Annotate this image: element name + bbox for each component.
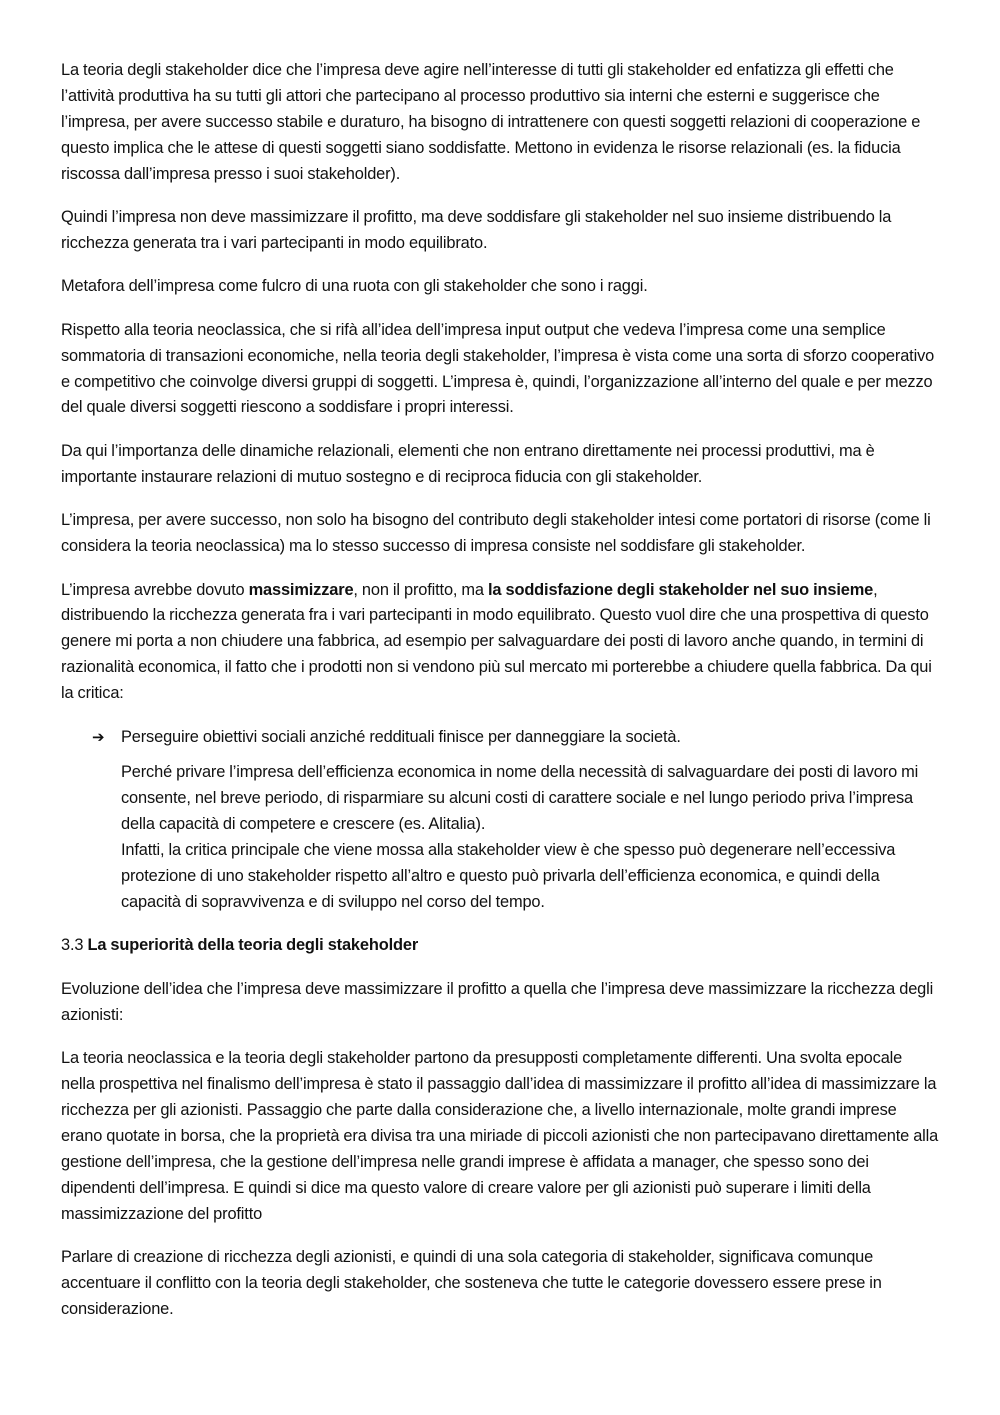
text-run: , non il profitto, ma [353, 580, 489, 599]
section-number: 3.3 [61, 936, 88, 955]
paragraph-evolution: Evoluzione dell’idea che l’impresa deve massimizzare il profitto a quella che l’impresa deve massimizzare la ricchezza degli azionisti: [61, 979, 934, 1024]
paragraph-conflict: Parlare di creazione di ricchezza degli azionisti, e quindi di una sola categoria di stakeholder, significava comunque accentuare il conflitto con la teoria degli stakeholder, che sosteneva che tutte le categorie dovessero essere prese in considerazione. [61, 1247, 882, 1318]
section-heading [61, 933, 939, 959]
paragraph-stakeholder-theory: La teoria degli stakeholder dice che l’impresa deve agire nell’interesse di tutti gli stakeholder ed enfatizza gli effetti che l’attività produttiva ha su tutti gli attori che partecipano al processo produttivo sia interni che esterni e suggerisce che l’impresa, per avere successo stabile e duraturo, ha bisogno di intrattenere con questi soggetti relazioni di cooperazione e questo implica che le attese di questi soggetti siano soddisfatte. Mettono in evidenza le risorse relazionali (es. la fiducia riscossa dall’impresa presso i suoi stakeholder). [61, 61, 921, 183]
bold-text: massimizzare [248, 580, 354, 599]
paragraph-profit: Quindi l’impresa non deve massimizzare il profitto, ma deve soddisfare gli stakeholder nel suo insieme distribuendo la ricchezza generata tra i vari partecipanti in modo equilibrato. [61, 208, 892, 252]
paragraph-wheel-metaphor: Metafora dell’impresa come fulcro di una ruota con gli stakeholder che sono i raggi. [61, 277, 648, 296]
arrow-bullet-icon: ➔ [92, 727, 105, 746]
document-page [61, 58, 939, 1340]
indented-paragraph: Perché privare l’impresa dell’efficienza economica in nome della necessità di salvaguardare dei posti di lavoro mi consente, nel breve periodo, di risparmiare su alcuni costi di carattere sociale e nel lungo periodo priva l’impresa della capacità di competere e crescere (es. Alitalia). [121, 763, 919, 834]
section-title: La superiorità della teoria degli stakeholder [87, 936, 419, 955]
paragraph-neoclassical-comparison: Rispetto alla teoria neoclassica, che si rifà all’idea dell’impresa input output che vedeva l’impresa come una semplice sommatoria di transazioni economiche, nella teoria degli stakeholder, l’impresa è vista come una sorta di sforzo cooperativo e competitivo che coinvolge diversi gruppi di soggetti. L’impresa è, quindi, l’organizzazione all’interno del quale e per mezzo del quale diversi soggetti riescono a soddisfare i propri interessi. [61, 320, 935, 417]
text-run: , distribuendo la ricchezza generata fra i vari partecipanti in modo equilibrato. Questo vuol dire che una prospettiva di questo genere mi porta a non chiudere una fabbrica, ad esempio per salvaguardare dei posti di lavoro anche quando, in termini di razionalità economica, il fatto che i prodotti non si vendono più sul mercato mi porterebbe a chiudere quella fabbrica. Da qui la critica: [61, 580, 932, 703]
paragraph-maximize [61, 578, 939, 708]
bold-text: la soddisfazione degli stakeholder nel suo insieme [488, 580, 874, 599]
paragraph-success: L’impresa, per avere successo, non solo ha bisogno del contributo degli stakeholder intesi come portatori di risorse (come li considera la teoria neoclassica) ma lo stesso successo di impresa consiste nel soddisfare gli stakeholder. [61, 511, 931, 556]
paragraph-relational-dynamics: Da qui l’importanza delle dinamiche relazionali, elementi che non entrano direttamente nei processi produttivi, ma è importante instaurare relazioni di mutuo sostegno e di reciproca fiducia con gli stakeholder. [61, 441, 875, 486]
indented-block [61, 760, 939, 915]
paragraph-shareholder-wealth: La teoria neoclassica e la teoria degli stakeholder partono da presupposti completamente differenti. Una svolta epocale nella prospettiva nel finalismo dell’impresa è stato il passaggio dall’idea di massimizzare il profitto all’idea di massimizzare la ricchezza per gli azionisti. Passaggio che parte dalla considerazione che, a livello internazionale, molte grandi imprese erano quotate in borsa, che la proprietà era divisa tra una miriade di piccoli azionisti che non partecipavano direttamente alla gestione dell’impresa, che la gestione dell’impresa nelle grandi imprese è affidata a manager, che spesso sono dei dipendenti dell’impresa. E quindi si dice ma questo valore di creare valore per gli azionisti può superare i limiti della massimizzazione del profitto [61, 1049, 939, 1223]
list-item-text: Perseguire obiettivi sociali anziché reddituali finisce per danneggiare la società. [121, 727, 681, 746]
list-item [61, 725, 939, 751]
indented-paragraph: Infatti, la critica principale che viene mossa alla stakeholder view è che spesso può degenerare nell’eccessiva protezione di uno stakeholder rispetto all’altro e questo può privarla dell’efficienza economica, e quindi della capacità di sopravvivenza e di sviluppo nel corso del tempo. [121, 841, 896, 911]
text-run: L’impresa avrebbe dovuto [61, 580, 249, 599]
